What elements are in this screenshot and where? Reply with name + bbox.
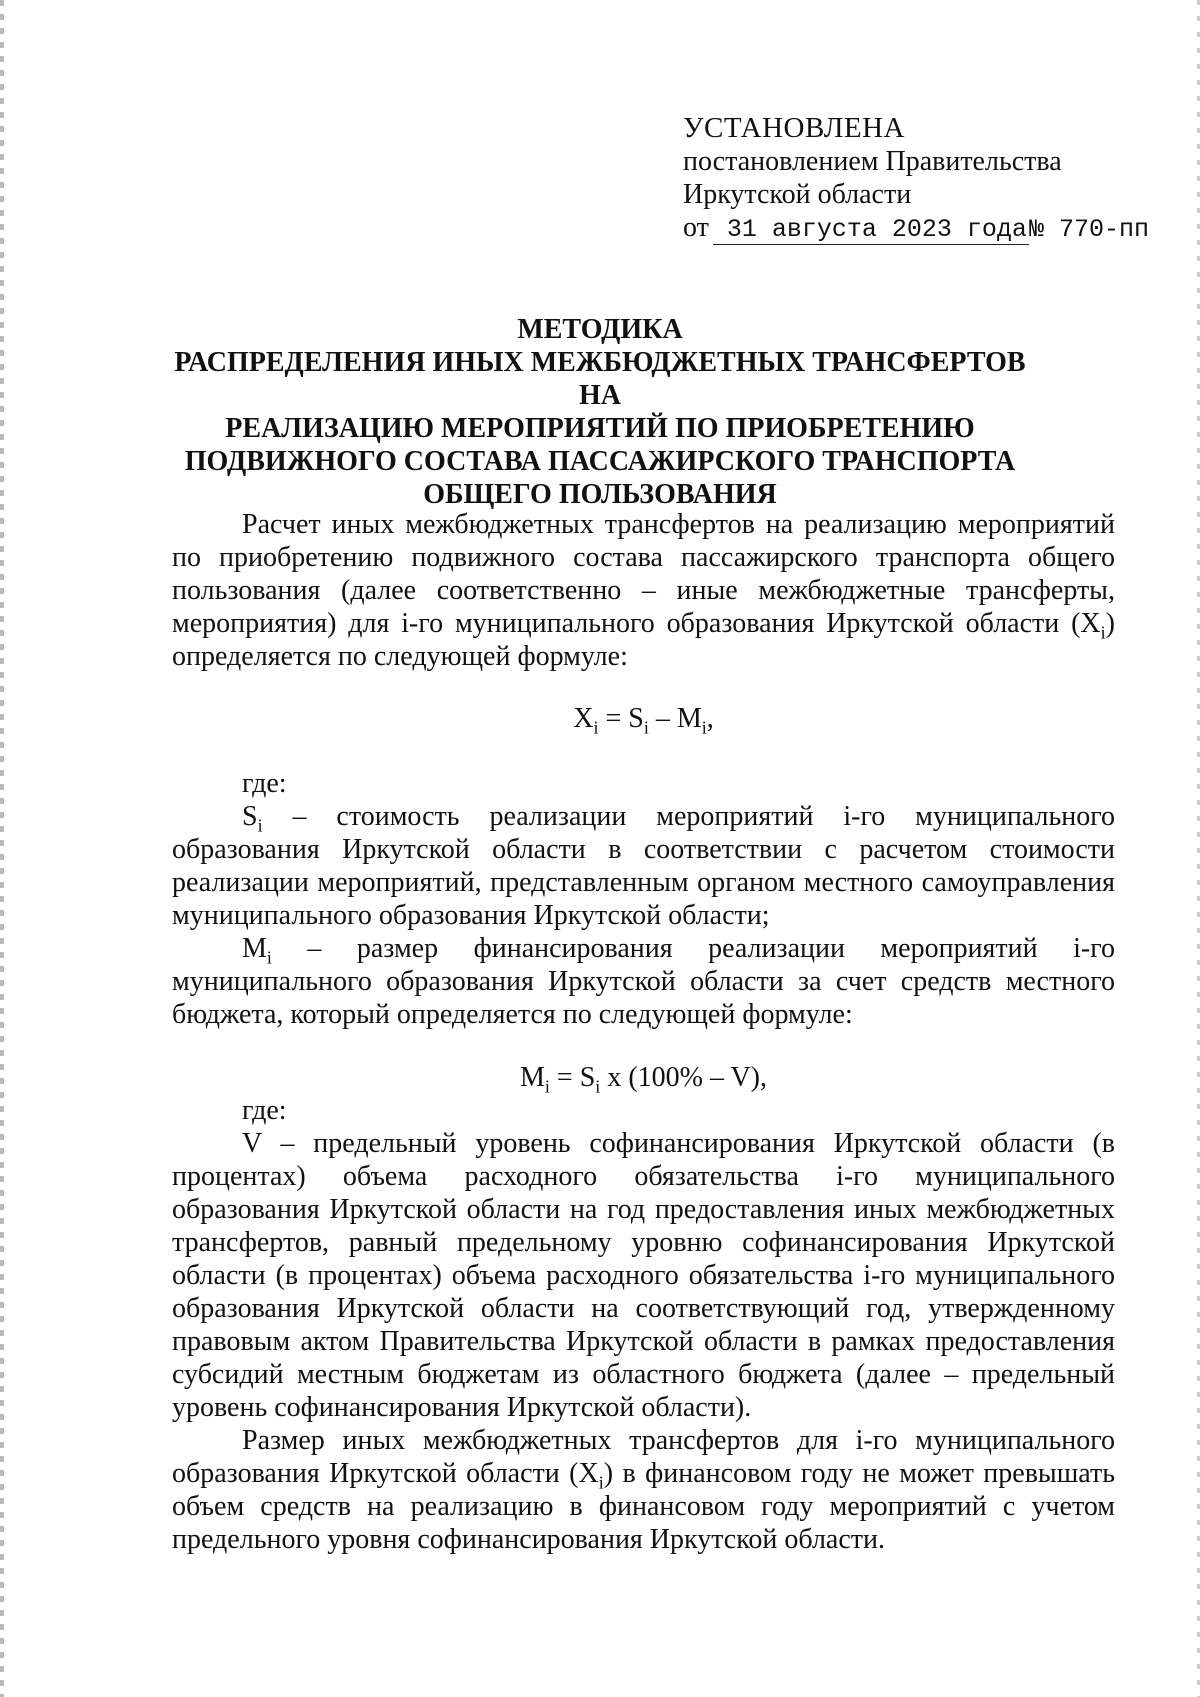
formula1-s-sub: i [643,717,649,738]
definition-s [172,800,1115,932]
approval-date: 31 августа 2023 года [713,216,1029,245]
formula2-s-sub: i [595,1076,601,1097]
scan-edge-left [0,0,4,1697]
def-m-sub: i [266,947,272,968]
definitions-block-2 [172,1127,1115,1556]
def-m-symbol: M [242,933,267,964]
intro-paragraph [172,508,1115,673]
title-line-3: РЕАЛИЗАЦИЮ МЕРОПРИЯТИЙ ПО ПРИОБРЕТЕНИЮ [225,413,975,444]
formula-x [172,702,1115,738]
def-m-text: – размер финансирования реализации мероприятий i-го муниципального образования Иркутской области за счет средств местного бюджета, который определяется по следующей формуле: [172,933,1115,1030]
intro-text: Расчет иных межбюджетных трансфертов на реализацию мероприятий по приобретению подвижного состава пассажирского транспорта общего пользования (далее соответственно – иные межбюджетные трансферты, мероприятия) для i-го муниципального образования Иркутской области (X [172,509,1115,639]
formula2-rest: x (100% – V), [600,1062,767,1093]
formula1-s: = S [598,703,644,734]
formula2-m: M [520,1062,545,1093]
final-tail: ) в финансовом году не может превышать объем средств на реализацию в финансовом году мероприятий с учетом предельного уровня софинансирования Иркутской области. [172,1458,1115,1555]
title-line-2: РАСПРЕДЕЛЕНИЯ ИНЫХ МЕЖБЮДЖЕТНЫХ ТРАНСФЕРТОВ НА [174,347,1026,411]
intro-sub: i [1100,622,1106,643]
formula1-x: X [573,703,594,734]
approval-number: № 770-пп [1028,215,1149,244]
formula2-m-sub: i [544,1076,550,1097]
title-line-4: ПОДВИЖНОГО СОСТАВА ПАССАЖИРСКОГО ТРАНСПОРТА [184,446,1016,477]
formula-m [172,1061,1115,1097]
final-paragraph [172,1424,1115,1556]
formula1-end: , [706,703,714,734]
intro-tail: ) определяется по следующей формуле: [172,608,1115,672]
formula2-s: = S [549,1062,596,1093]
def-s-sub: i [257,815,263,836]
title-line-1: МЕТОДИКА [517,314,683,345]
definition-v: V – предельный уровень софинансирования Иркутской области (в процентах) объема расходного обязательства i-го муниципального образования Иркутской области на год предоставления иных межбюджетных трансфертов, равный предельному уровню софинансирования Иркутской области (в процентах) объема расходного обязательства i-го муниципального образования Иркутской области на соответствующий год, утвержденному правовым актом Правительства Иркутской области в рамках предоставления субсидий местным бюджетам из областного бюджета (далее – предельный уровень софинансирования Иркутской области). [172,1128,1115,1423]
formula1-m: – M [648,703,702,734]
document-title [150,313,1050,511]
approval-line-1: постановлением Правительства [683,146,1062,177]
approval-date-prefix: от [683,212,709,243]
intro-paragraph-block [172,508,1115,673]
formula1-m-sub: i [701,717,707,738]
final-sub: i [598,1472,604,1493]
approval-stamp [683,112,1183,246]
definition-m [172,932,1115,1031]
def-s-text: – стоимость реализации мероприятий i-го муниципального образования Иркутской области в соответствии с расчетом стоимости реализации мероприятий, представленным органом местного самоуправления муниципального образования Иркутской области; [172,801,1115,931]
formula1-x-sub: i [593,717,599,738]
approval-date-line [683,211,1183,246]
approval-heading: УСТАНОВЛЕНА [683,112,905,144]
where-label-2: где: [242,1095,287,1126]
final-text: Размер иных межбюджетных трансфертов для i-го муниципального образования Иркутской области (X [172,1425,1115,1489]
where-label-1: где: [242,768,287,799]
title-line-5: ОБЩЕГО ПОЛЬЗОВАНИЯ [423,479,777,510]
definitions-block-1 [172,800,1115,1031]
def-s-symbol: S [242,801,258,832]
approval-line-2: Иркутской области [683,179,912,210]
